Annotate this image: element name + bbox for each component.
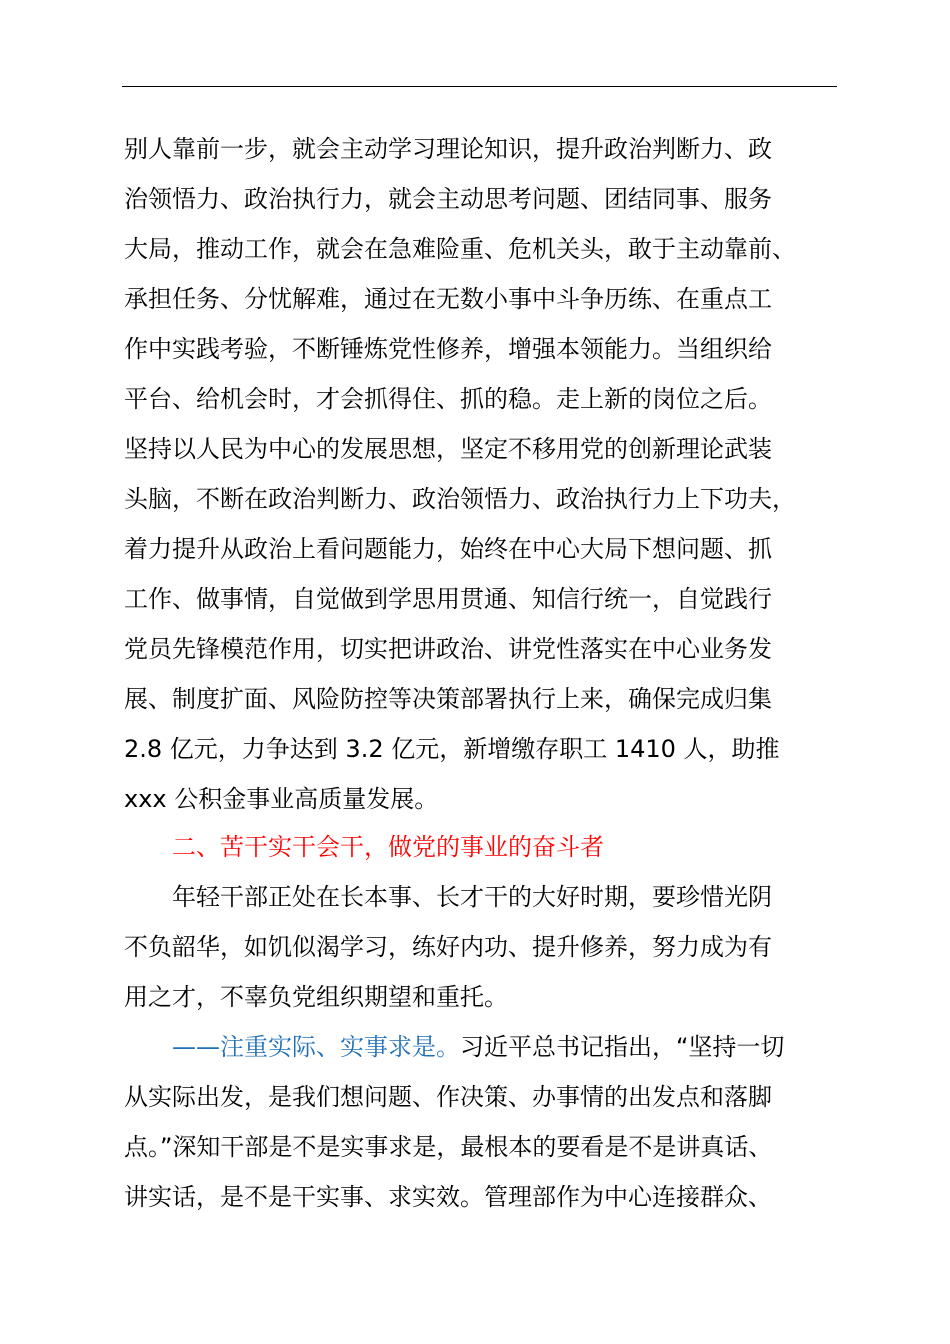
paragraph-line [172,1032,950,1062]
paragraph-line: 展、制度扩面、风险防控等决策部署执行上来，确保完成归集 [124,685,772,713]
section-heading: 二、苦干实干会干，做党的事业的奋斗者 [172,833,604,861]
paragraph-line: 着力提升从政治上看问题能力，始终在中心大局下想问题、抓 [124,535,772,563]
paragraph-line: 讲实话，是不是干实事、求实效。管理部作为中心连接群众、 [124,1183,772,1211]
paragraph-line: 2.8 亿元，力争达到 3.2 亿元，新增缴存职工 1410 人，助推 [124,735,780,763]
paragraph-line: 作中实践考验，不断锤炼党性修养，增强本领能力。当组织给 [124,335,772,363]
paragraph-line: 治领悟力、政治执行力，就会主动思考问题、团结同事、服务 [124,185,772,213]
subheading: ——注重实际、实事求是。 [172,1033,460,1061]
paragraph-line: 坚持以人民为中心的发展思想，坚定不移用党的创新理论武装 [124,435,772,463]
paragraph-line: 点。”深知干部是不是实事求是，最根本的要看是不是讲真话、 [124,1133,773,1161]
paragraph-line: 别人靠前一步，就会主动学习理论知识，提升政治判断力、政 [124,135,772,163]
paragraph-line: 头脑，不断在政治判断力、政治领悟力、政治执行力上下功夫， [124,485,796,513]
paragraph-line: 从实际出发，是我们想问题、作决策、办事情的出发点和落脚 [124,1083,772,1111]
subheading-continuation: 习近平总书记指出，“坚持一切 [460,1033,785,1061]
paragraph-line: 工作、做事情，自觉做到学思用贯通、知信行统一，自觉践行 [124,585,772,613]
paragraph-line: 平台、给机会时，才会抓得住、抓的稳。走上新的岗位之后。 [124,385,772,413]
header-rule [122,86,837,87]
paragraph-line: 党员先锋模范作用，切实把讲政治、讲党性落实在中心业务发 [124,635,772,663]
paragraph-line: xxx 公积金事业高质量发展。 [124,785,439,813]
paragraph-line: 大局，推动工作，就会在急难险重、危机关头，敢于主动靠前、 [124,235,796,263]
paragraph-line: 不负韶华，如饥似渴学习，练好内功、提升修养，努力成为有 [124,933,772,961]
paragraph-line: 年轻干部正处在长本事、长才干的大好时期，要珍惜光阴 [172,883,772,911]
paragraph-line: 承担任务、分忧解难，通过在无数小事中斗争历练、在重点工 [124,285,772,313]
paragraph-line: 用之才，不辜负党组织期望和重托。 [124,983,508,1011]
